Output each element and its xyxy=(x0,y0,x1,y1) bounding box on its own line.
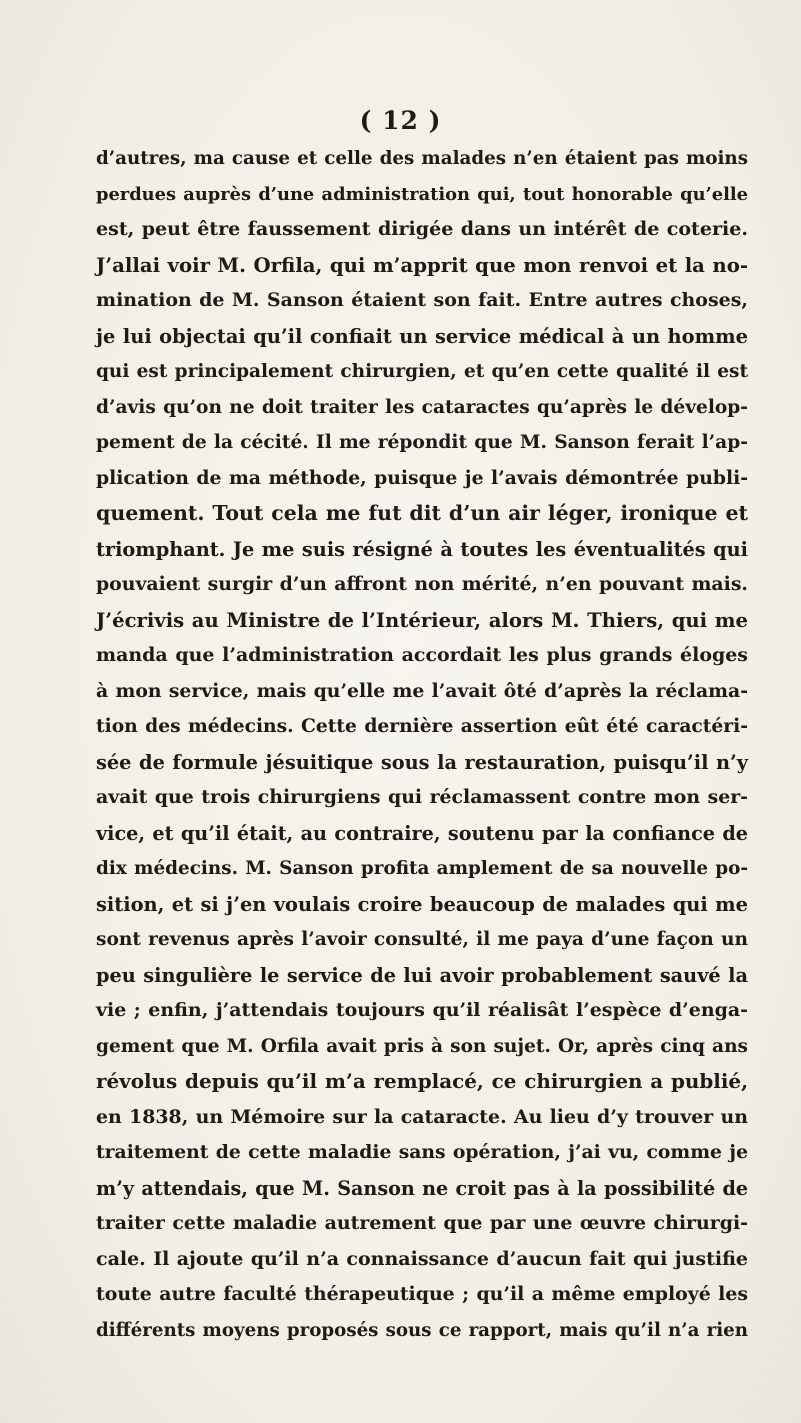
text-line: mination de M. Sanson étaient son fait. Entre autres choses, xyxy=(96,289,748,311)
text-line: quement. Tout cela me fut dit d’un air léger, ironique et xyxy=(96,501,748,525)
text-line: perdues auprès d’une administration qui, tout honorable qu’elle xyxy=(96,183,748,205)
text-line: J’allai voir M. Orfila, qui m’apprit que mon renvoi et la no- xyxy=(96,253,748,277)
text-line: pouvaient surgir d’un affront non mérité, n’en pouvant mais. xyxy=(96,573,748,595)
text-line: traitement de cette maladie sans opération, j’ai vu, comme je xyxy=(96,1141,748,1163)
text-line: toute autre faculté thérapeutique ; qu’il a même employé les xyxy=(96,1283,748,1305)
body-text xyxy=(96,141,748,1348)
text-line: m’y attendais, que M. Sanson ne croit pas à la possibilité de xyxy=(96,1176,748,1200)
text-line: d’avis qu’on ne doit traiter les cataractes qu’après le dévelop- xyxy=(96,396,748,418)
page-number: ( 12 ) xyxy=(359,106,442,135)
text-line: vie ; enfin, j’attendais toujours qu’il réalisât l’espèce d’enga- xyxy=(96,999,748,1021)
text-line: cale. Il ajoute qu’il n’a connaissance d’aucun fait qui justifie xyxy=(96,1247,748,1270)
text-line: en 1838, un Mémoire sur la cataracte. Au lieu d’y trouver un xyxy=(96,1105,748,1128)
text-line: traiter cette maladie autrement que par une œuvre chirurgi- xyxy=(96,1212,748,1234)
text-line: manda que l’administration accordait les plus grands éloges xyxy=(96,644,748,666)
text-line: sition, et si j’en voulais croire beaucoup de malades qui me xyxy=(96,892,748,916)
text-line: plication de ma méthode, puisque je l’avais démontrée publi- xyxy=(96,466,748,489)
text-line: pement de la cécité. Il me répondit que M. Sanson ferait l’ap- xyxy=(96,431,748,453)
text-line: triomphant. Je me suis résigné à toutes les éventualités qui xyxy=(96,537,748,561)
text-line: différents moyens proposés sous ce rapport, mais qu’il n’a rien xyxy=(96,1319,748,1341)
text-line: d’autres, ma cause et celle des malades n’en étaient pas moins xyxy=(96,148,748,169)
text-line: avait que trois chirurgiens qui réclamassent contre mon ser- xyxy=(96,786,748,808)
text-line: gement que M. Orfila avait pris à son sujet. Or, après cinq ans xyxy=(96,1035,748,1057)
text-line: dix médecins. M. Sanson profita amplement de sa nouvelle po- xyxy=(96,858,748,879)
text-line: sont revenus après l’avoir consulté, il me paya d’une façon un xyxy=(96,929,748,950)
text-line: vice, et qu’il était, au contraire, soutenu par la confiance de xyxy=(96,821,748,845)
text-line: tion des médecins. Cette dernière assertion eût été caractéri- xyxy=(96,715,748,737)
text-line: qui est principalement chirurgien, et qu’en cette qualité il est xyxy=(96,361,748,382)
text-line: je lui objectai qu’il confiait un service médical à un homme xyxy=(96,324,748,348)
text-line: est, peut être faussement dirigée dans un intérêt de coterie. xyxy=(96,218,748,240)
text-line: révolus depuis qu’il m’a remplacé, ce chirurgien a publié, xyxy=(96,1069,748,1093)
text-line: à mon service, mais qu’elle me l’avait ôté d’après la réclama- xyxy=(96,679,748,702)
text-line: J’écrivis au Ministre de l’Intérieur, alors M. Thiers, qui me xyxy=(96,608,748,632)
text-line: sée de formule jésuitique sous la restauration, puisqu’il n’y xyxy=(96,750,748,774)
text-line: peu singulière le service de lui avoir probablement sauvé la xyxy=(96,963,748,987)
